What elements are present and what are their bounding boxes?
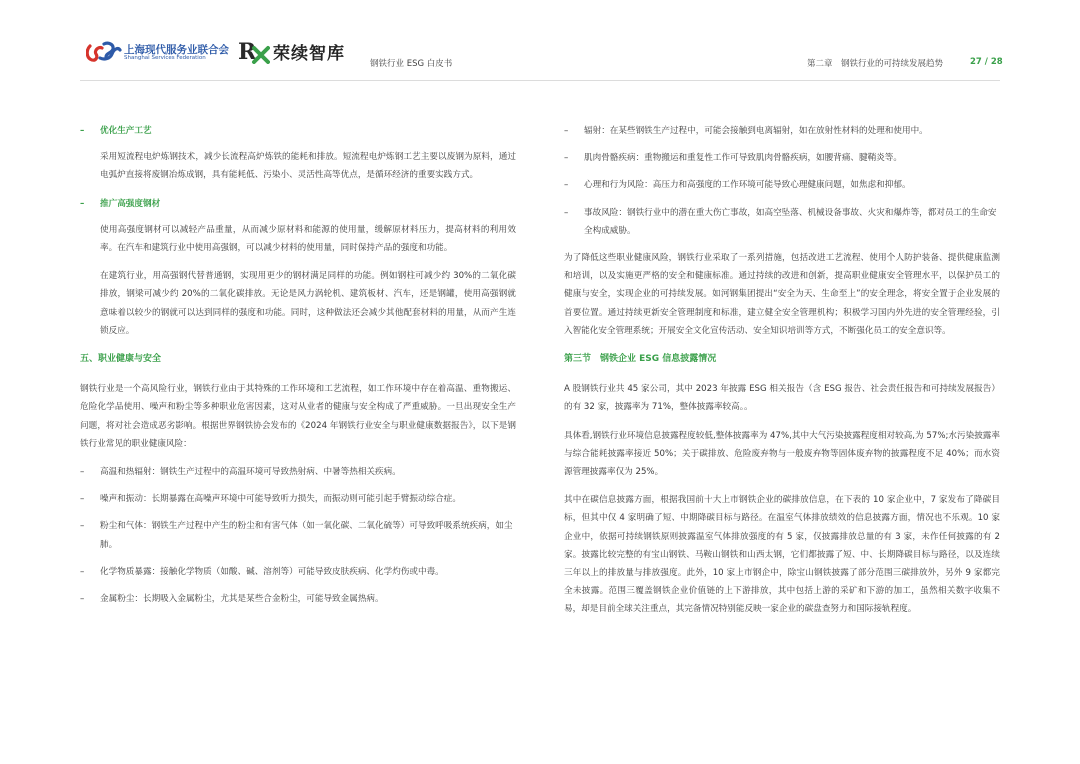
dash-marker: – — [80, 494, 85, 505]
list-item-text: 粉尘和气体：钢铁生产过程中产生的粉尘和有害气体（如一氧化碳、二氧化硫等）可导致呼吸系统疾病，如尘肺。 — [100, 521, 513, 550]
dash-marker: – — [80, 126, 85, 136]
paragraph: 其中在碳信息披露方面，根据我国前十大上市钢铁企业的碳排放信息，在下表的 10 家企业中，7 家发布了降碳目标，但其中仅 4 家明确了短、中期降碳目标与路径。在温室气体排放绩效的信息披露方面，情况也不乐观。10 家企业中，依据可持续钢铁原则披露温室气体排放强度的有 5 家，仅披露排放总量的有 3 家，未作任何披露的有 2 家。披露比较完整的有宝山钢铁、马鞍山钢铁和山西太钢，它们都披露了短、中、长期降碳目标与路径，以及连续三年以上的排放量与排放强度。此外，10 家上市钢企中，除宝山钢铁披露了部分范围三碳排放外，另外 9 家都完全未披露。范围三覆盖钢铁企业价值链的上下游排放，其中包括上游的采矿和下游的加工，虽然相关数字收集不易，却是目前全球关注重点，其完备情况特别能反映一家企业的碳盘查努力和国际接轨程度。 — [564, 495, 1000, 615]
list-item — [80, 590, 516, 608]
dash-marker: – — [80, 566, 85, 577]
paragraph: 为了降低这些职业健康风险，钢铁行业采取了一系列措施，包括改进工艺流程、使用个人防护装备、提供健康监测和培训，以及实施更严格的安全和健康标准。通过持续的改进和创新，提高职业健康安全管理水平，以保护员工的健康与安全，实现企业的可持续发展。如河钢集团提出“安全为天、生命至上”的安全理念，将安全置于企业发展的首要位置。通过持续更新安全管理制度和标准，建立健全安全管理机构；积极学习国内外先进的安全管理经验，引入智能化安全管理系统；开展安全文化宣传活动、安全知识培训等方式，不断强化员工的安全意识等。 — [564, 253, 1000, 336]
list-item-text: 化学物质暴露：接触化学物质（如酸、碱、溶剂等）可能导致皮肤疾病、化学灼伤或中毒。 — [100, 566, 444, 577]
list-item-text: 金属粉尘：长期吸入金属粉尘，尤其是某些合金粉尘，可能导致金属热病。 — [100, 594, 384, 605]
dash-marker: – — [80, 521, 85, 532]
section-heading: 五、职业健康与安全 — [80, 354, 162, 365]
dash-marker: – — [80, 467, 85, 478]
list-item-text: 辐射：在某些钢铁生产过程中，可能会接触到电离辐射，如在放射性材料的处理和使用中。 — [584, 126, 928, 136]
list-item-text: 心理和行为风险：高压力和高强度的工作环境可能导致心理健康问题，如焦虑和抑郁。 — [584, 180, 911, 191]
paragraph: 采用短流程电炉炼钢技术，减少长流程高炉炼铁的能耗和排放。短流程电炉炼钢工艺主要以废钢为原料，通过电弧炉直接将废钢冶炼成钢，具有能耗低、污染小、灵活性高等优点，是循环经济的重要实践方式。 — [100, 152, 516, 181]
list-item — [564, 122, 1000, 140]
rx-brand-logo-icon — [238, 38, 270, 64]
list-item — [80, 563, 516, 581]
subsection-title: 推广高强度钢材 — [100, 198, 161, 209]
dash-marker: – — [564, 153, 569, 164]
dash-marker: – — [80, 198, 85, 209]
list-item — [80, 490, 516, 508]
federation-logo-icon — [86, 40, 122, 66]
header-divider — [80, 80, 1000, 81]
paragraph: 使用高强度钢材可以减轻产品重量，从而减少原材料和能源的使用量，缓解原材料压力，提高材料的利用效率。在汽车和建筑行业中使用高强钢，可以减少材料的使用量，同时保持产品的强度和功能。 — [100, 224, 516, 254]
section-heading: 第三节 钢铁企业 ESG 信息披露情况 — [564, 354, 717, 365]
paragraph: 钢铁行业是一个高风险行业，钢铁行业由于其特殊的工作环境和工艺流程，如工作环境中存在着高温、重物搬运、危险化学品使用、噪声和粉尘等多种职业危害因素，这对从业者的健康与安全构成了严重威胁。一旦出现安全生产问题，将对社会造成恶劣影响。根据世界钢铁协会发布的《2024 年钢铁行业安全与职业健康数据报告》，以下是钢铁行业常见的职业健康风险： — [80, 384, 516, 449]
svg-text:R: R — [238, 39, 257, 64]
chapter-title: 第二章 钢铁行业的可持续发展趋势 — [807, 59, 944, 69]
document-title: 钢铁行业 ESG 白皮书 — [370, 59, 453, 69]
list-item — [564, 204, 1000, 240]
paragraph: 具体看,钢铁行业环境信息披露程度较低,整体披露率为 47%,其中大气污染披露程度相对较高,为 57%;水污染披露率与综合能耗披露率接近 50%；关于碳排放、危险废弃物与一般废弃物等固体废弃物的披露程度不足 40%；而水资源管理披露率仅为 25%。 — [564, 430, 1000, 478]
list-item-text: 肌肉骨骼疾病：重物搬运和重复性工作可导致肌肉骨骼疾病，如腰背痛、腱鞘炎等。 — [584, 153, 902, 164]
page-header — [0, 0, 1080, 80]
list-item — [564, 149, 1000, 167]
list-item-text: 噪声和振动：长期暴露在高噪声环境中可能导致听力损失，而振动则可能引起手臂振动综合症。 — [100, 494, 461, 505]
list-item — [564, 176, 1000, 194]
subsection-heading — [80, 195, 516, 213]
dash-marker: – — [564, 207, 569, 218]
list-item-text: 事故风险：钢铁行业中的潜在重大伤亡事故，如高空坠落、机械设备事故、火灾和爆炸等，都对员工的生命安全构成威胁。 — [584, 207, 997, 236]
page-number: 27 / 28 — [970, 57, 1003, 67]
dash-marker: – — [564, 180, 569, 191]
federation-name: 上海现代服务业联合会 — [124, 44, 229, 56]
paragraph: A 股钢铁行业共 45 家公司，其中 2023 年披露 ESG 相关报告（含 ESG 报告、社会责任报告和可持续发展报告）的有 32 家，披露率为 71%，整体披露率较高。。 — [564, 384, 1000, 413]
brand-name: 荣续智库 — [273, 44, 345, 64]
list-item — [80, 463, 516, 481]
left-column — [80, 122, 516, 617]
paragraph: 在建筑行业，用高强钢代替普通钢，实现用更少的钢材满足同样的功能。例如钢柱可减少约 30%的二氧化碳排放，钢梁可减少约 20%的二氧化碳排放。无论是风力涡轮机、建筑板材、汽车，还是钢罐，使用高强钢就意味着以较少的钢就可以达到同样的强度和功能。同时，这种做法还会减少其他配套材料的用量，从而产生连锁反应。 — [100, 271, 516, 336]
dash-marker: – — [80, 594, 85, 605]
subsection-heading — [80, 122, 516, 140]
list-item-text: 高温和热辐射：钢铁生产过程中的高温环境可导致热射病、中暑等热相关疾病。 — [100, 467, 401, 478]
dash-marker: – — [564, 126, 569, 136]
list-item — [80, 517, 516, 553]
subsection-title: 优化生产工艺 — [100, 126, 152, 136]
federation-name-en: Shanghai Services Federation — [124, 55, 206, 61]
right-column — [564, 122, 1000, 629]
